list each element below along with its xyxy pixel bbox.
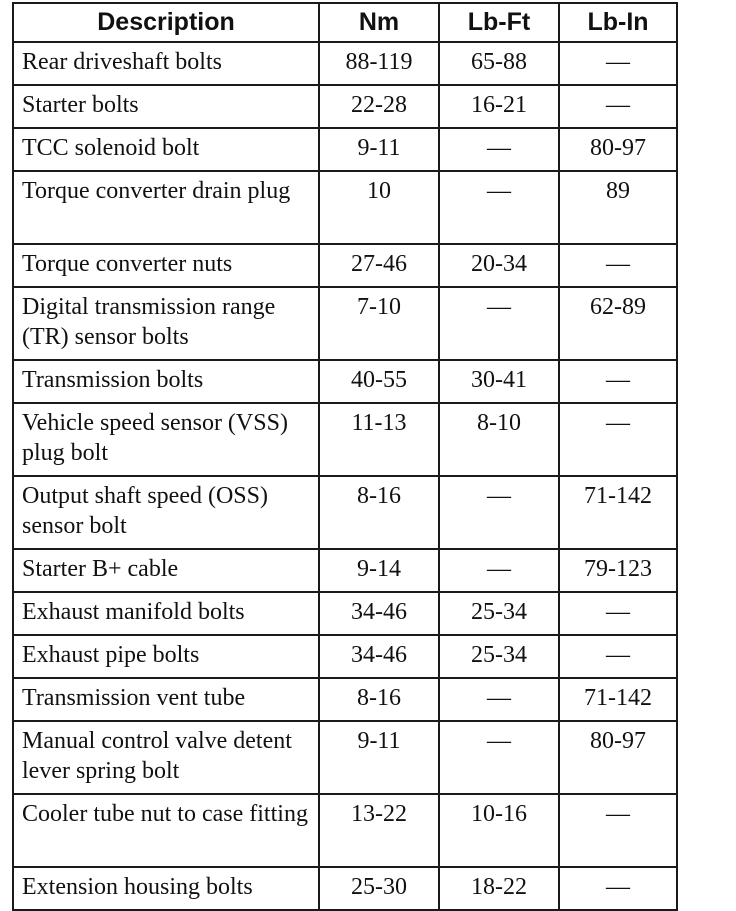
cell-nm: 13-22 xyxy=(319,794,439,867)
table-row xyxy=(13,128,677,171)
cell-lb-in: — xyxy=(559,403,677,476)
table-row xyxy=(13,794,677,867)
cell-nm: 27-46 xyxy=(319,244,439,287)
cell-description: Transmission bolts xyxy=(13,360,319,403)
cell-lb-in: 80-97 xyxy=(559,128,677,171)
cell-lb-in: 80-97 xyxy=(559,721,677,794)
cell-nm: 9-11 xyxy=(319,128,439,171)
cell-lb-ft: 10-16 xyxy=(439,794,559,867)
cell-nm: 34-46 xyxy=(319,635,439,678)
cell-lb-in: — xyxy=(559,592,677,635)
table-row xyxy=(13,244,677,287)
cell-lb-in: — xyxy=(559,42,677,85)
cell-lb-in: 79-123 xyxy=(559,549,677,592)
table-header-row xyxy=(13,3,677,42)
cell-lb-in: — xyxy=(559,244,677,287)
cell-nm: 10 xyxy=(319,171,439,244)
cell-nm: 22-28 xyxy=(319,85,439,128)
cell-description: Manual control valve detent lever spring bolt xyxy=(13,721,319,794)
header-nm: Nm xyxy=(319,3,439,42)
table-row xyxy=(13,42,677,85)
cell-description: Rear driveshaft bolts xyxy=(13,42,319,85)
table-row xyxy=(13,867,677,910)
table-row xyxy=(13,678,677,721)
cell-lb-ft: — xyxy=(439,721,559,794)
cell-description: Digital transmission range (TR) sensor bolts xyxy=(13,287,319,360)
cell-lb-in: — xyxy=(559,794,677,867)
cell-lb-in: — xyxy=(559,85,677,128)
table-row xyxy=(13,592,677,635)
cell-description: Starter B+ cable xyxy=(13,549,319,592)
cell-lb-ft: — xyxy=(439,287,559,360)
cell-lb-ft: — xyxy=(439,171,559,244)
table-row xyxy=(13,403,677,476)
cell-lb-ft: 16-21 xyxy=(439,85,559,128)
cell-lb-in: 71-142 xyxy=(559,678,677,721)
cell-lb-in: 71-142 xyxy=(559,476,677,549)
header-lb-ft: Lb-Ft xyxy=(439,3,559,42)
torque-spec-table xyxy=(12,2,678,911)
table-row xyxy=(13,85,677,128)
cell-nm: 9-14 xyxy=(319,549,439,592)
cell-lb-in: — xyxy=(559,360,677,403)
cell-description: Vehicle speed sensor (VSS) plug bolt xyxy=(13,403,319,476)
cell-description: Transmission vent tube xyxy=(13,678,319,721)
cell-description: TCC solenoid bolt xyxy=(13,128,319,171)
cell-description: Torque converter nuts xyxy=(13,244,319,287)
cell-nm: 8-16 xyxy=(319,476,439,549)
cell-nm: 8-16 xyxy=(319,678,439,721)
header-description: Description xyxy=(13,3,319,42)
cell-lb-ft: 65-88 xyxy=(439,42,559,85)
cell-nm: 88-119 xyxy=(319,42,439,85)
cell-nm: 25-30 xyxy=(319,867,439,910)
cell-description: Cooler tube nut to case fitting xyxy=(13,794,319,867)
cell-lb-ft: 20-34 xyxy=(439,244,559,287)
cell-lb-ft: 18-22 xyxy=(439,867,559,910)
table-row xyxy=(13,549,677,592)
cell-lb-ft: 25-34 xyxy=(439,592,559,635)
cell-lb-ft: — xyxy=(439,549,559,592)
cell-description: Output shaft speed (OSS) sensor bolt xyxy=(13,476,319,549)
table-row xyxy=(13,476,677,549)
cell-lb-ft: 30-41 xyxy=(439,360,559,403)
cell-description: Exhaust pipe bolts xyxy=(13,635,319,678)
cell-lb-in: 62-89 xyxy=(559,287,677,360)
cell-lb-ft: 25-34 xyxy=(439,635,559,678)
header-lb-in: Lb-In xyxy=(559,3,677,42)
cell-lb-ft: — xyxy=(439,128,559,171)
table-row xyxy=(13,721,677,794)
cell-lb-in: 89 xyxy=(559,171,677,244)
cell-description: Exhaust manifold bolts xyxy=(13,592,319,635)
cell-description: Torque converter drain plug xyxy=(13,171,319,244)
table-row xyxy=(13,635,677,678)
cell-nm: 34-46 xyxy=(319,592,439,635)
cell-nm: 11-13 xyxy=(319,403,439,476)
table-row xyxy=(13,360,677,403)
cell-lb-ft: — xyxy=(439,476,559,549)
cell-lb-ft: — xyxy=(439,678,559,721)
cell-lb-in: — xyxy=(559,635,677,678)
cell-description: Starter bolts xyxy=(13,85,319,128)
cell-lb-in: — xyxy=(559,867,677,910)
cell-nm: 40-55 xyxy=(319,360,439,403)
cell-nm: 7-10 xyxy=(319,287,439,360)
table-body xyxy=(13,42,677,910)
cell-description: Extension housing bolts xyxy=(13,867,319,910)
table-row xyxy=(13,171,677,244)
table-row xyxy=(13,287,677,360)
cell-nm: 9-11 xyxy=(319,721,439,794)
cell-lb-ft: 8-10 xyxy=(439,403,559,476)
